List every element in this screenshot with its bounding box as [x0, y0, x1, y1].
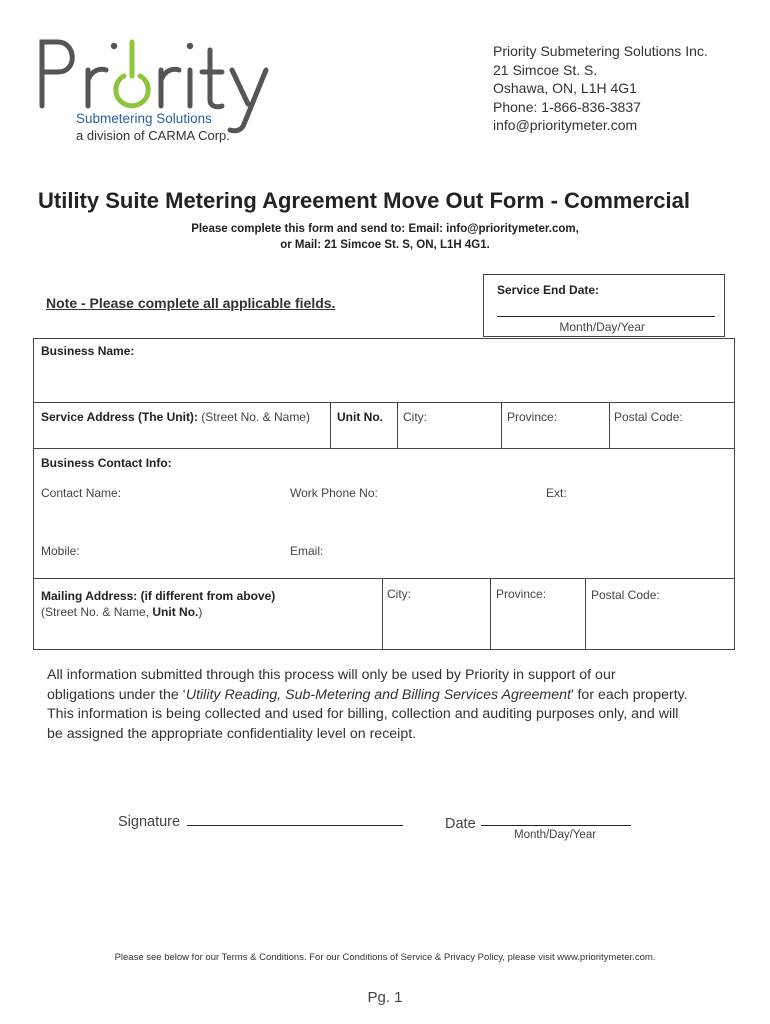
col-divider [501, 402, 502, 448]
mailing-hint-prefix: (Street No. & Name, [41, 605, 153, 619]
company-city: Oshawa, ON, L1H 4G1 [493, 80, 637, 96]
col-divider [382, 578, 383, 650]
mailing-city-label: City: [387, 587, 411, 601]
disclaimer-line-1: All information submitted through this process will only be used by Priority in support of our [47, 667, 616, 683]
col-divider [490, 578, 491, 650]
province-label: Province: [507, 410, 558, 424]
date-hint: Month/Day/Year [514, 829, 597, 841]
company-address [493, 42, 708, 135]
agreement-name: Utility Reading, Sub-Metering and Billing Services Agreement [185, 686, 571, 703]
business-name-field[interactable] [34, 339, 734, 402]
company-name: Priority Submetering Solutions Inc. [493, 43, 708, 59]
logo-subtitle: Submetering Solutions [76, 111, 212, 126]
unit-no-label: Unit No. [337, 410, 383, 424]
note-text: Note - Please complete all applicable fields. [46, 295, 336, 311]
signature-label: Signature [118, 814, 181, 830]
col-divider [397, 402, 398, 448]
disclaimer-line-2 [47, 686, 747, 706]
date-field[interactable] [481, 825, 631, 826]
business-name-label: Business Name: [41, 344, 135, 358]
disclaimer-line-2-pre: obligations under the ‘ [47, 686, 186, 703]
logo-division: a division of CARMA Corp. [76, 128, 230, 143]
date-label: Date [445, 816, 476, 832]
postal-code-label: Postal Code: [614, 410, 683, 424]
instructions-line-1: Please complete this form and send to: Email: info@prioritymeter.com, [191, 223, 579, 235]
row-divider [33, 448, 735, 449]
row-divider [33, 578, 735, 579]
col-divider [330, 402, 331, 448]
mailing-address-hint [41, 604, 275, 620]
service-end-date-hint: Month/Day/Year [559, 320, 645, 334]
service-end-date-label: Service End Date: [497, 283, 600, 297]
instructions-line-2: or Mail: 21 Simcoe St. S, ON, L1H 4G1. [280, 239, 490, 251]
disclaimer-line-2-post: ’ for each property. [570, 686, 688, 703]
contact-heading: Business Contact Info: [41, 456, 172, 470]
company-email: info@prioritymeter.com [493, 117, 638, 133]
company-phone: Phone: 1-866-836-3837 [493, 98, 641, 115]
city-label: City: [403, 410, 427, 424]
contact-name-label: Contact Name: [41, 486, 122, 500]
page-title: Utility Suite Metering Agreement Move Out Form - Commercial [38, 188, 690, 213]
row-divider [33, 402, 735, 403]
mailing-hint-suffix: ) [198, 605, 203, 619]
mobile-label: Mobile: [41, 544, 80, 558]
disclaimer-line-4: be assigned the appropriate confidentiality level on receipt. [47, 725, 417, 742]
footer-text: Please see below for our Terms & Conditions. For our Conditions of Service & Privacy Policy, please visit www.prioritymeter.com. [114, 952, 656, 963]
mailing-province-label: Province: [496, 587, 547, 601]
service-end-date-field[interactable] [497, 316, 715, 317]
mailing-address-label [41, 588, 275, 620]
mailing-address-bold: Mailing Address: (if different from above) [41, 589, 276, 603]
signature-field[interactable] [187, 825, 403, 826]
company-street: 21 Simcoe St. S. [493, 61, 598, 78]
privacy-disclaimer [47, 666, 747, 744]
service-address-label [41, 410, 310, 424]
mailing-postal-label: Postal Code: [591, 588, 660, 602]
mailing-hint-unit: Unit No. [152, 605, 199, 619]
col-divider [585, 578, 586, 650]
service-address-bold: Service Address (The Unit): [41, 410, 198, 424]
ext-label: Ext: [546, 486, 567, 500]
col-divider [609, 402, 610, 448]
service-address-hint: (Street No. & Name) [201, 410, 310, 424]
work-phone-label: Work Phone No: [290, 486, 378, 500]
email-label: Email: [290, 544, 324, 558]
disclaimer-line-3: This information is being collected and used for billing, collection and auditing purposes only, and will [47, 706, 679, 722]
page-number: Pg. 1 [367, 989, 403, 1006]
